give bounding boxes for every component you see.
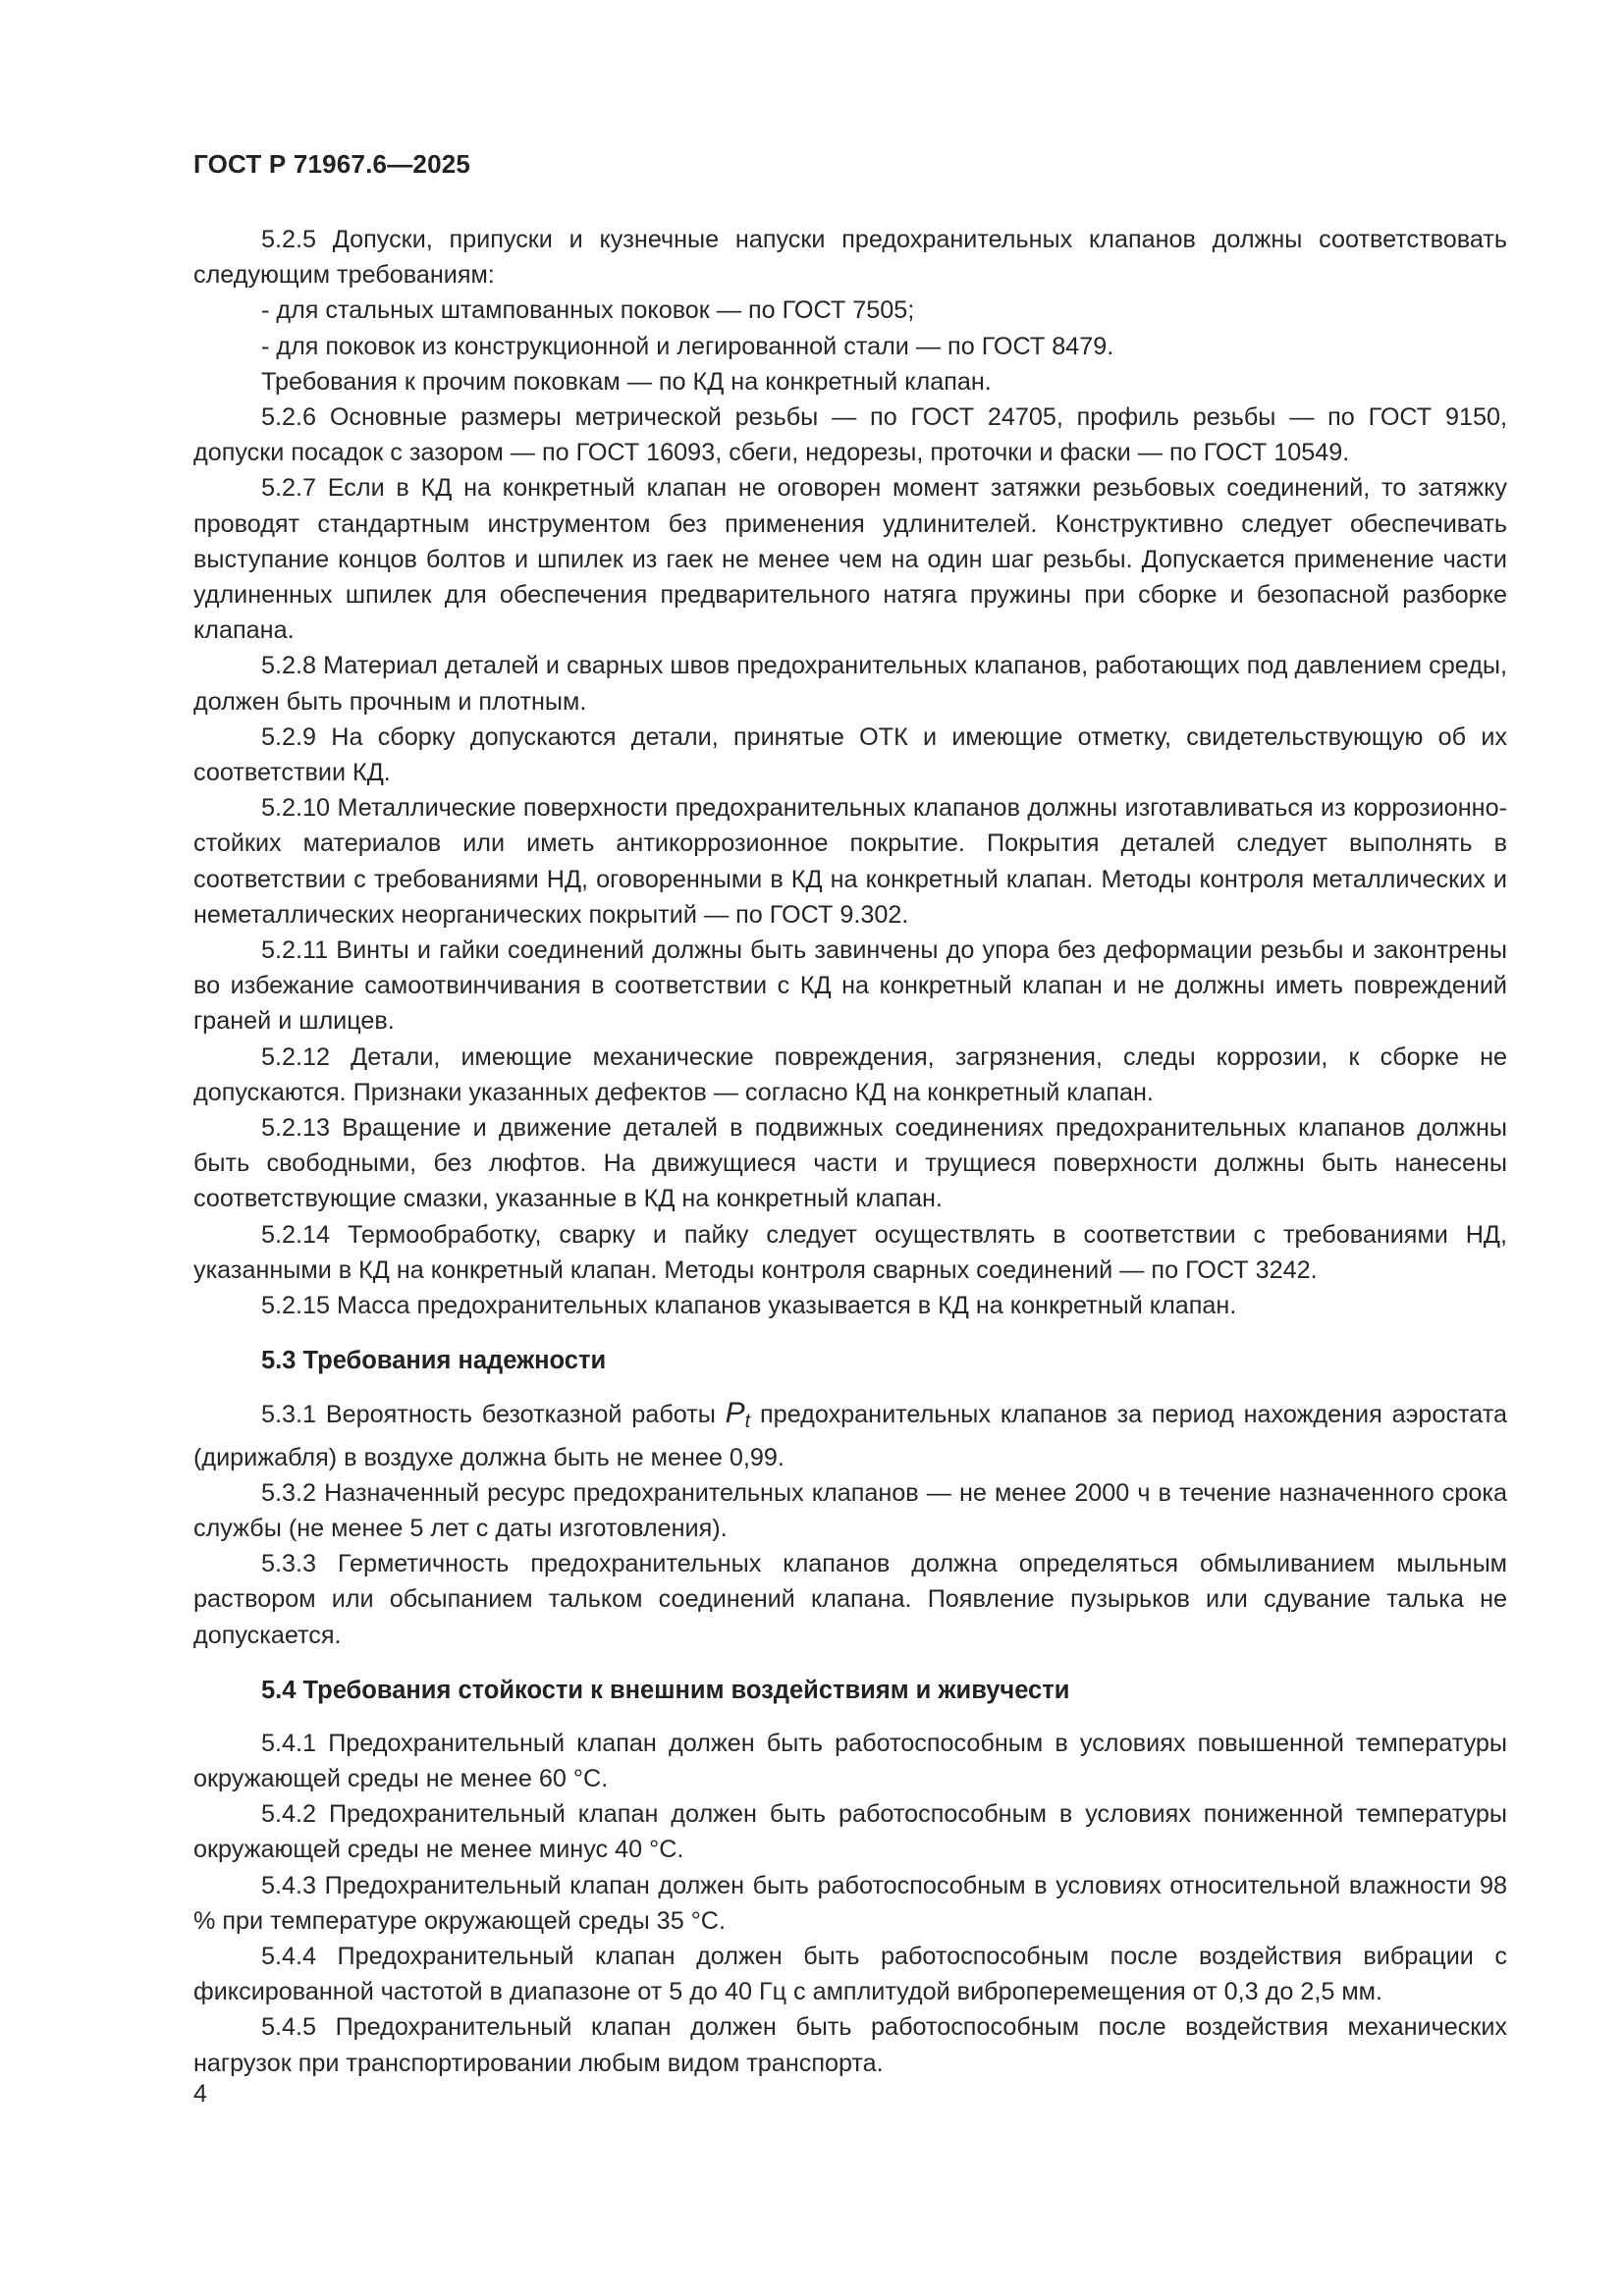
paragraph-5-2-10: 5.2.10 Металлические поверхности предохранительных клапанов должны изготавливаться из коррозионно-стойких материалов или иметь антикоррозионное покрытие. Покрытия деталей следует выполнять в соответствии с требованиями НД, оговоренными в КД на конкретный клапан. Методы контроля металлических и неметаллических неорганических покрытий — по ГОСТ 9.302. [193, 794, 1507, 929]
reliability-variable [725, 1397, 751, 1433]
section-heading-5-3: 5.3 Требования надежности [261, 1347, 607, 1375]
paragraph-5-4-3: 5.4.3 Предохранительный клапан должен быть работоспособным в условиях относительной влажности 98 % при температуре окружающей среды 35 °С. [193, 1871, 1507, 1935]
paragraph-5-2-5: 5.2.5 Допуски, припуски и кузнечные напуски предохранительных клапанов должны соответствовать следующим требованиям: [193, 226, 1507, 290]
paragraph-5-2-12: 5.2.12 Детали, имеющие механические повреждения, загрязнения, следы коррозии, к сборке не допускаются. Признаки указанных дефектов — согласно КД на конкретный клапан. [193, 1042, 1507, 1106]
paragraph-5-2-11: 5.2.11 Винты и гайки соединений должны быть завинчены до упора без деформации резьбы и законтрены во избежание самоотвинчивания в соответствии с КД на конкретный клапан и не должны иметь повреждений граней и шлицев. [193, 936, 1507, 1036]
section-heading-5-4: 5.4 Требования стойкости к внешним воздействиям и живучести [261, 1676, 1070, 1704]
paragraph-5-2-13: 5.2.13 Вращение и движение деталей в подвижных соединениях предохранительных клапанов должны быть свободными, без люфтов. На движущиеся части и трущиеся поверхности должны быть нанесены соответствующие смазки, указанные в КД на конкретный клапан. [193, 1114, 1507, 1213]
paragraph-5-2-6: 5.2.6 Основные размеры метрической резьбы — по ГОСТ 24705, профиль резьбы — по ГОСТ 9150, допуски посадок с зазором — по ГОСТ 16093, сбеги, недорезы, проточки и фаски — по ГОСТ 10549. [193, 403, 1507, 467]
paragraph-5-2-9: 5.2.9 На сборку допускаются детали, принятые ОТК и имеющие отметку, свидетельствующую об их соответствии КД. [193, 722, 1507, 787]
paragraph-5-4-1: 5.4.1 Предохранительный клапан должен быть работоспособным в условиях повышенной температуры окружающей среды не менее 60 °С. [193, 1729, 1507, 1792]
paragraph-other-forgings: Требования к прочим поковкам — по КД на конкретный клапан. [261, 367, 992, 396]
paragraph-5-2-14: 5.2.14 Термообработку, сварку и пайку следует осуществлять в соответствии с требованиями НД, указанными в КД на конкретный клапан. Методы контроля сварных соединений — по ГОСТ 3242. [193, 1220, 1507, 1284]
paragraph-5-3-1-end: предохранительных клапанов за период нахождения аэростата (дирижабля) в воздухе должна быть не менее 0,99. [193, 1401, 1508, 1471]
paragraph-5-2-7: 5.2.7 Если в КД на конкретный клапан не оговорен момент затяжки резьбовых соединений, то затяжку проводят стандартным инструментом без применения удлинителей. Конструктивно следует обеспечивать выступание концов болтов и шпилек из гаек не менее чем на один шаг резьбы. Допускается применение части удлиненных шпилек для обеспечения предварительного натяга пружины при сборке и безопасной разборке клапана. [193, 474, 1507, 645]
reliability-variable-letter: P [725, 1397, 745, 1430]
paragraph-5-4-2: 5.4.2 Предохранительный клапан должен быть работоспособным в условиях пониженной температуры окружающей среды не менее минус 40 °С. [193, 1800, 1507, 1864]
reliability-variable-subscript: t [744, 1411, 751, 1433]
page-number: 4 [193, 2080, 207, 2108]
document-body [193, 222, 1507, 2081]
list-item-stamped-forgings: - для стальных штампованных поковок — по ГОСТ 7505; [261, 296, 915, 325]
paragraph-5-2-8: 5.2.8 Материал деталей и сварных швов предохранительных клапанов, работающих под давлением среды, должен быть прочным и плотным. [193, 652, 1507, 716]
paragraph-5-3-1 [193, 1396, 1507, 1474]
paragraph-5-3-2: 5.3.2 Назначенный ресурс предохранительных клапанов — не менее 2000 ч в течение назначенного срока службы (не менее 5 лет с даты изготовления). [193, 1478, 1507, 1542]
list-item-alloy-forgings: - для поковок из конструкционной и легированной стали — по ГОСТ 8479. [261, 332, 1114, 360]
paragraph-5-3-3: 5.3.3 Герметичность предохранительных клапанов должна определяться обмыливанием мыльным раствором или обсыпанием тальком соединений клапана. Появление пузырьков или сдувание талька не допускается. [193, 1550, 1507, 1649]
paragraph-5-3-1-start: 5.3.1 Вероятность безотказной работы [261, 1401, 726, 1429]
document-header-title: ГОСТ Р 71967.6—2025 [193, 149, 471, 179]
paragraph-5-4-4: 5.4.4 Предохранительный клапан должен быть работоспособным после воздействия вибрации с фиксированной частотой в диапазоне от 5 до 40 Гц с амплитудой виброперемещения от 0,3 до 2,5 мм. [193, 1942, 1507, 2006]
paragraph-5-4-5: 5.4.5 Предохранительный клапан должен быть работоспособным после воздействия механических нагрузок при транспортировании любым видом транспорта. [193, 2013, 1507, 2077]
paragraph-5-2-15: 5.2.15 Масса предохранительных клапанов указывается в КД на конкретный клапан. [261, 1292, 1237, 1320]
